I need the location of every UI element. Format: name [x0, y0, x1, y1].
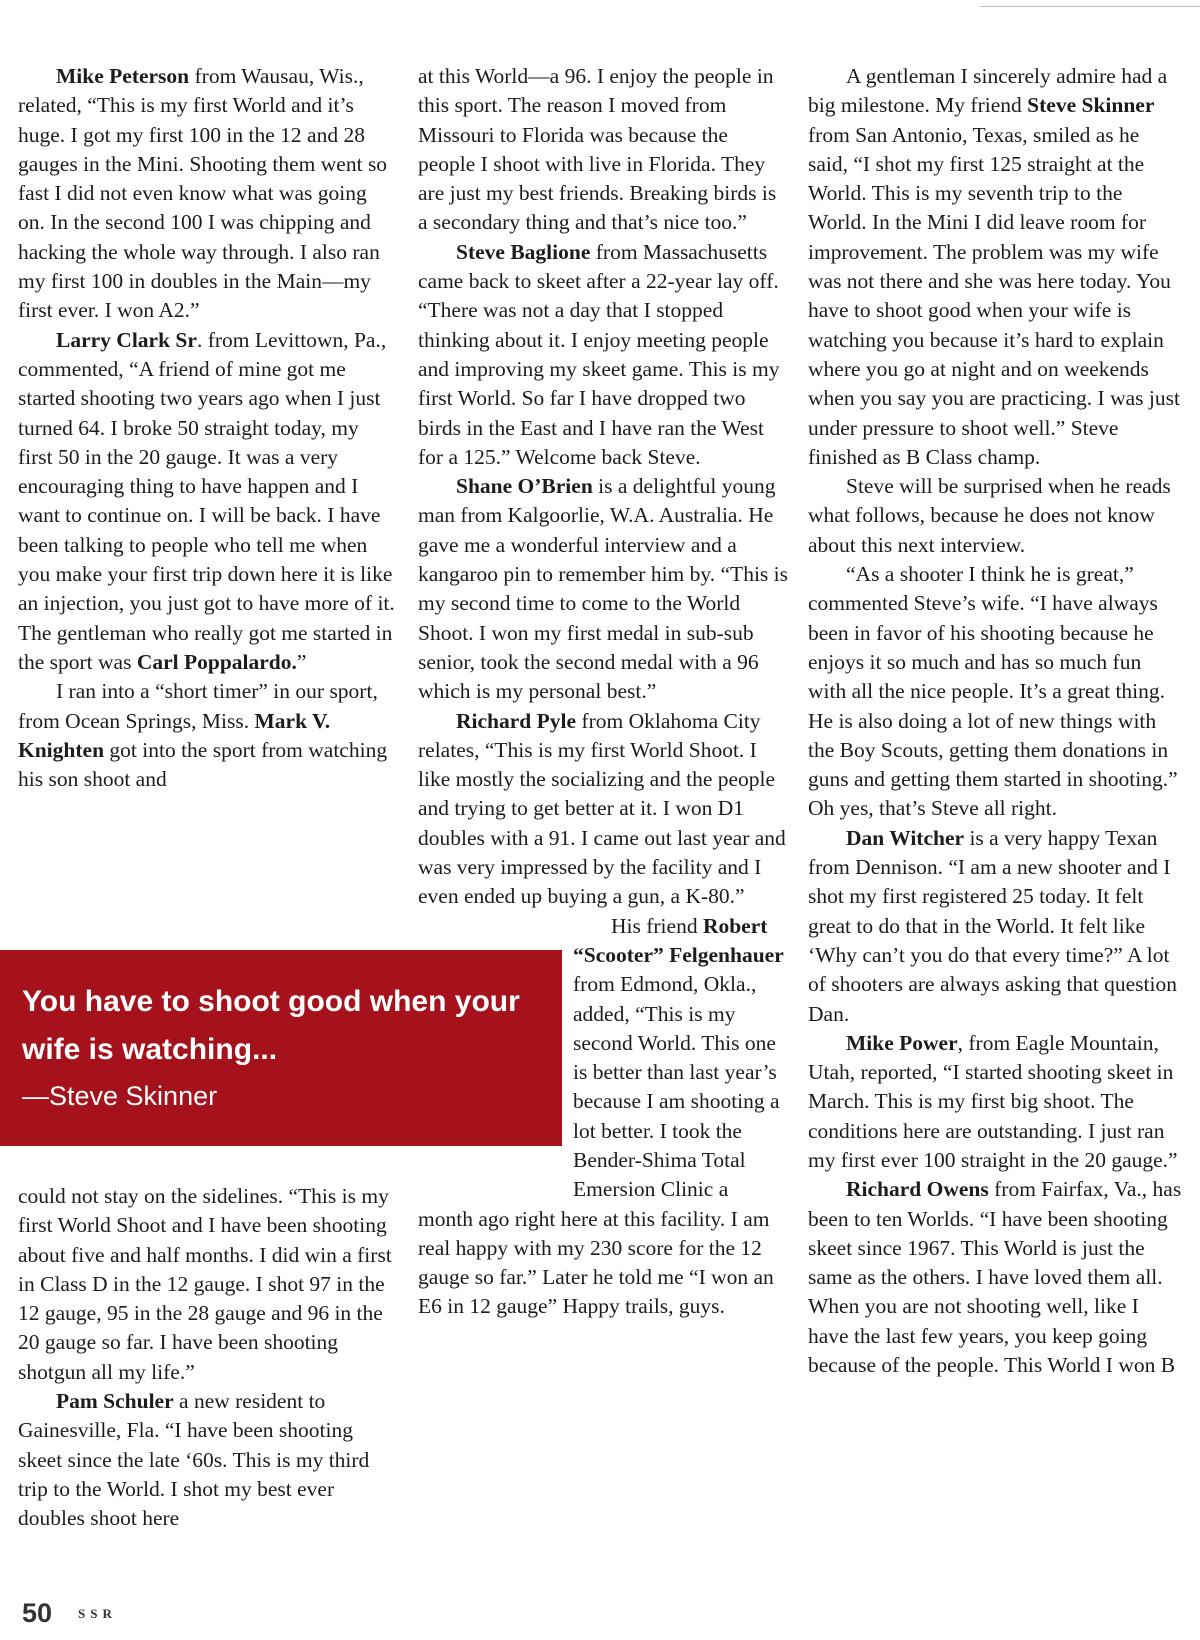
paragraph: Shane O’Brien is a delightful young man from Kalgoorlie, W.A. Australia. He gave me a wonderful interview and a kangaroo pin to remember him by. “This is my second time to come to the World Shoot. I won my first medal in sub-sub senior, took the second medal with a 96 which is my personal best.”: [418, 474, 788, 704]
interviewee-name: Mike Power: [846, 1030, 958, 1055]
paragraph: I ran into a “short timer” in our sport, from Ocean Springs, Miss. Mark V. Knighten got into the sport from watching his son shoot and: [18, 679, 388, 792]
paragraph: Mike Peterson from Wausau, Wis., related, “This is my first World and it’s huge. I got my first 100 in the 12 and 28 gauges in the Mini. Shooting them went so fast I did not even know what was going on. In the second 100 I was chipping and hacking the whole way through. I also ran my first 100 in doubles in the Main—my first ever. I won A2.”: [18, 64, 388, 323]
interviewee-name: Richard Pyle: [456, 708, 577, 733]
paragraph: could not stay on the sidelines. “This is my first World Shoot and I have been shooting about five and half months. I did win a first in Class D in the 12 gauge. I shot 97 in the 12 gauge, 95 in the 28 gauge and 96 in the 20 gauge so far. I have been shooting shotgun all my life.”: [18, 1184, 392, 1384]
paragraph: “As a shooter I think he is great,” commented Steve’s wife. “I have always been in favor of his shooting because he enjoys it so much and has so much fun with all the nice people. It’s a great thing. He is also doing a lot of new things with the Boy Scouts, getting them donations in guns and getting them started in shooting.” Oh yes, that’s Steve all right.: [808, 562, 1178, 821]
paragraph: Richard Owens from Fairfax, Va., has been to ten Worlds. “I have been shooting skeet since 1967. This World is just the same as the others. I have loved them all. When you are not shooting well, like I have the last few years, you keep going because of the people. This World I won B: [808, 1177, 1182, 1378]
top-rule: [980, 6, 1200, 7]
interviewee-name: Mike Peterson: [56, 64, 190, 88]
paragraph: Pam Schuler a new resident to Gainesville, Fla. “I have been shooting skeet since the late ‘60s. This is my third trip to the World. I shot my best ever doubles shoot here: [18, 1389, 370, 1531]
paragraph: A gentleman I sincerely admire had a big milestone. My friend Steve Skinner from San Antonio, Texas, smiled as he said, “I shot my first 125 straight at the World. This is my seventh trip to the World. In the Mini I did leave room for improvement. The problem was my wife was not there and she was here today. You have to shoot good when your wife is watching you because it’s hard to explain where you go at night and on weekends when you say you are practicing. I was just under pressure to shoot well.” Steve finished as B Class champ.: [808, 64, 1180, 469]
paragraph: Richard Pyle from Oklahoma City relates, “This is my first World Shoot. I like mostly the socializing and the people and trying to get better at it. I won D1 doubles with a 91. I came out last year and was very impressed by the facility and I even ended up buying a gun, a K-80.”: [418, 708, 786, 909]
paragraph: Larry Clark Sr. from Levittown, Pa., commented, “A friend of mine got me started shooting two years ago when I just turned 64. I broke 50 straight today, my first 50 in the 20 gauge. It was a very encouraging thing to have happen and I want to continue on. I will be back. I have been talking to people who tell me when you make your first trip down here it is like an injection, you just got to have more of it. The gentleman who really got me started in the sport was Carl Poppalardo.”: [18, 327, 395, 674]
paragraph: Mike Power, from Eagle Mountain, Utah, reported, “I started shooting skeet in March. This is my first big shoot. The conditions here are outstanding. I just ran my first ever 100 straight in the 20 gauge.”: [808, 1030, 1178, 1172]
pull-quote-attribution: —Steve Skinner: [22, 1081, 218, 1111]
paragraph: at this World—a 96. I enjoy the people in this sport. The reason I moved from Missouri to Florida was because the people I shoot with live in Florida. They are just my best friends. Breaking birds is a secondary thing and that’s nice too.”: [418, 64, 777, 235]
magazine-name: SSR: [78, 1606, 117, 1621]
paragraph: His friend Robert “Scooter” Felgenhauer from Edmond, Okla., added, “This is my second World. This one is better than last year’s because I am shooting a lot better. I took the Bender-Shima Total Emersion Clinic a month ago right here at this facility. I am real happy with my 230 score for the 12 gauge so far.” Later he told me “I won an E6 in 12 gauge” Happy trails, guys.: [418, 913, 784, 1319]
interviewee-name: Larry Clark Sr: [56, 327, 197, 352]
interviewee-name: Dan Witcher: [846, 825, 965, 850]
pull-quote-text: You have to shoot good when your wife is watching...: [22, 985, 520, 1066]
pull-quote: [0, 950, 562, 1146]
interviewee-name: Richard Owens: [846, 1177, 989, 1202]
page-number: 50: [22, 1598, 53, 1628]
column-1-continuation: [18, 1182, 396, 1534]
paragraph: Dan Witcher is a very happy Texan from Dennison. “I am a new shooter and I shot my first registered 25 today. It felt great to do that in the World. It felt like ‘Why can’t you do that every time?” A lot of shooters are always asking that question Dan.: [808, 825, 1177, 1026]
paragraph: Steve Baglione from Massachusetts came back to skeet after a 22-year lay off. “There was not a day that I stopped thinking about it. I enjoy meeting people and improving my skeet game. This is my first World. So far I have dropped two birds in the East and I have ran the West for a 125.” Welcome back Steve.: [418, 239, 780, 469]
interviewee-name: Steve Baglione: [456, 239, 591, 264]
interviewee-name: Shane O’Brien: [456, 474, 593, 499]
column-3: [808, 62, 1183, 1380]
interviewee-name: Pam Schuler: [56, 1389, 174, 1414]
interviewee-name: Steve Skinner: [1027, 93, 1155, 118]
paragraph: Steve will be surprised when he reads what follows, because he does not know about this next interview.: [808, 474, 1171, 557]
interviewee-name: Mark V. Knighten: [18, 708, 331, 762]
person-name: Carl Poppalardo.: [136, 649, 297, 674]
interviewee-name: Robert “Scooter” Felgenhauer: [573, 913, 784, 967]
